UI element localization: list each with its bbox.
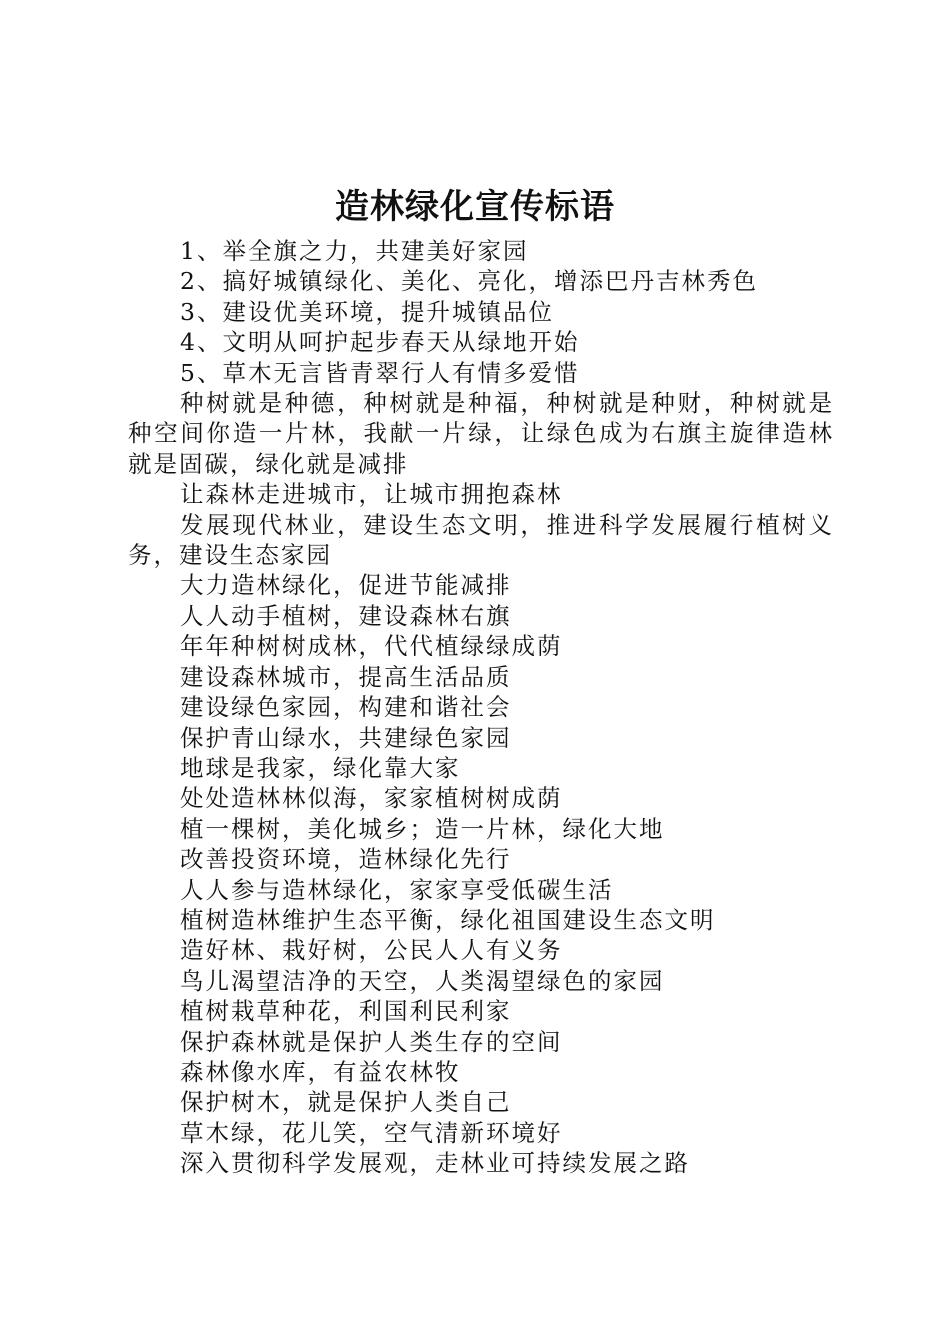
slogan-paragraph: 鸟儿渴望洁净的天空，人类渴望绿色的家园 bbox=[180, 966, 665, 995]
slogan-paragraph: 3、建设优美环境，提升城镇品位 bbox=[180, 297, 554, 326]
slogan-paragraph: 让森林走进城市，让城市拥抱森林 bbox=[180, 480, 563, 509]
slogan-paragraph: 1、举全旗之力，共建美好家园 bbox=[180, 237, 529, 265]
slogan-paragraph: 改善投资环境，造林绿化先行 bbox=[180, 845, 512, 874]
slogan-paragraph: 植树栽草种花，利国利民利家 bbox=[180, 997, 512, 1026]
slogan-paragraph: 植树造林维护生态平衡，绿化祖国建设生态文明 bbox=[180, 905, 716, 934]
slogan-paragraph: 大力造林绿化，促进节能减排 bbox=[180, 571, 512, 600]
slogan-paragraph: 保护树木，就是保护人类自己 bbox=[180, 1088, 512, 1117]
slogan-paragraph: 保护森林就是保护人类生存的空间 bbox=[180, 1027, 563, 1056]
slogan-paragraph: 发展现代林业，建设生态文明，推进科学发展履行植树义务，建设生态家园 bbox=[128, 510, 834, 570]
document-body bbox=[128, 236, 834, 1179]
slogan-paragraph: 5、草木无言皆青翠行人有情多爱惜 bbox=[180, 358, 580, 387]
slogan-paragraph: 处处造林林似海，家家植树树成荫 bbox=[180, 784, 563, 813]
slogan-paragraph: 2、搞好城镇绿化、美化、亮化，增添巴丹吉林秀色 bbox=[180, 267, 758, 296]
document-title: 造林绿化宣传标语 bbox=[335, 187, 615, 227]
slogan-paragraph: 人人动手植树，建设森林右旗 bbox=[180, 601, 512, 630]
slogan-paragraph: 深入贯彻科学发展观，走林业可持续发展之路 bbox=[180, 1149, 690, 1178]
slogan-paragraph: 植一棵树，美化城乡；造一片林，绿化大地 bbox=[180, 814, 665, 843]
slogan-paragraph: 4、文明从呵护起步春天从绿地开始 bbox=[180, 328, 580, 357]
slogan-paragraph: 造好林、栽好树，公民人人有义务 bbox=[180, 936, 563, 965]
slogan-paragraph: 种树就是种德，种树就是种福，种树就是种财，种树就是种空间你造一片林，我献一片绿，让绿色成为右旗主旋律造林就是固碳，绿化就是减排 bbox=[128, 389, 834, 478]
slogan-paragraph: 草木绿，花儿笑，空气清新环境好 bbox=[180, 1118, 563, 1147]
slogan-paragraph: 森林像水库，有益农林牧 bbox=[180, 1057, 461, 1086]
slogan-paragraph: 建设绿色家园，构建和谐社会 bbox=[180, 693, 512, 722]
slogan-paragraph: 地球是我家，绿化靠大家 bbox=[180, 753, 461, 782]
slogan-paragraph: 人人参与造林绿化，家家享受低碳生活 bbox=[180, 875, 614, 904]
slogan-paragraph: 保护青山绿水，共建绿色家园 bbox=[180, 723, 512, 752]
slogan-paragraph: 年年种树树成林，代代植绿绿成荫 bbox=[180, 632, 563, 661]
slogan-paragraph: 建设森林城市，提高生活品质 bbox=[180, 662, 512, 691]
